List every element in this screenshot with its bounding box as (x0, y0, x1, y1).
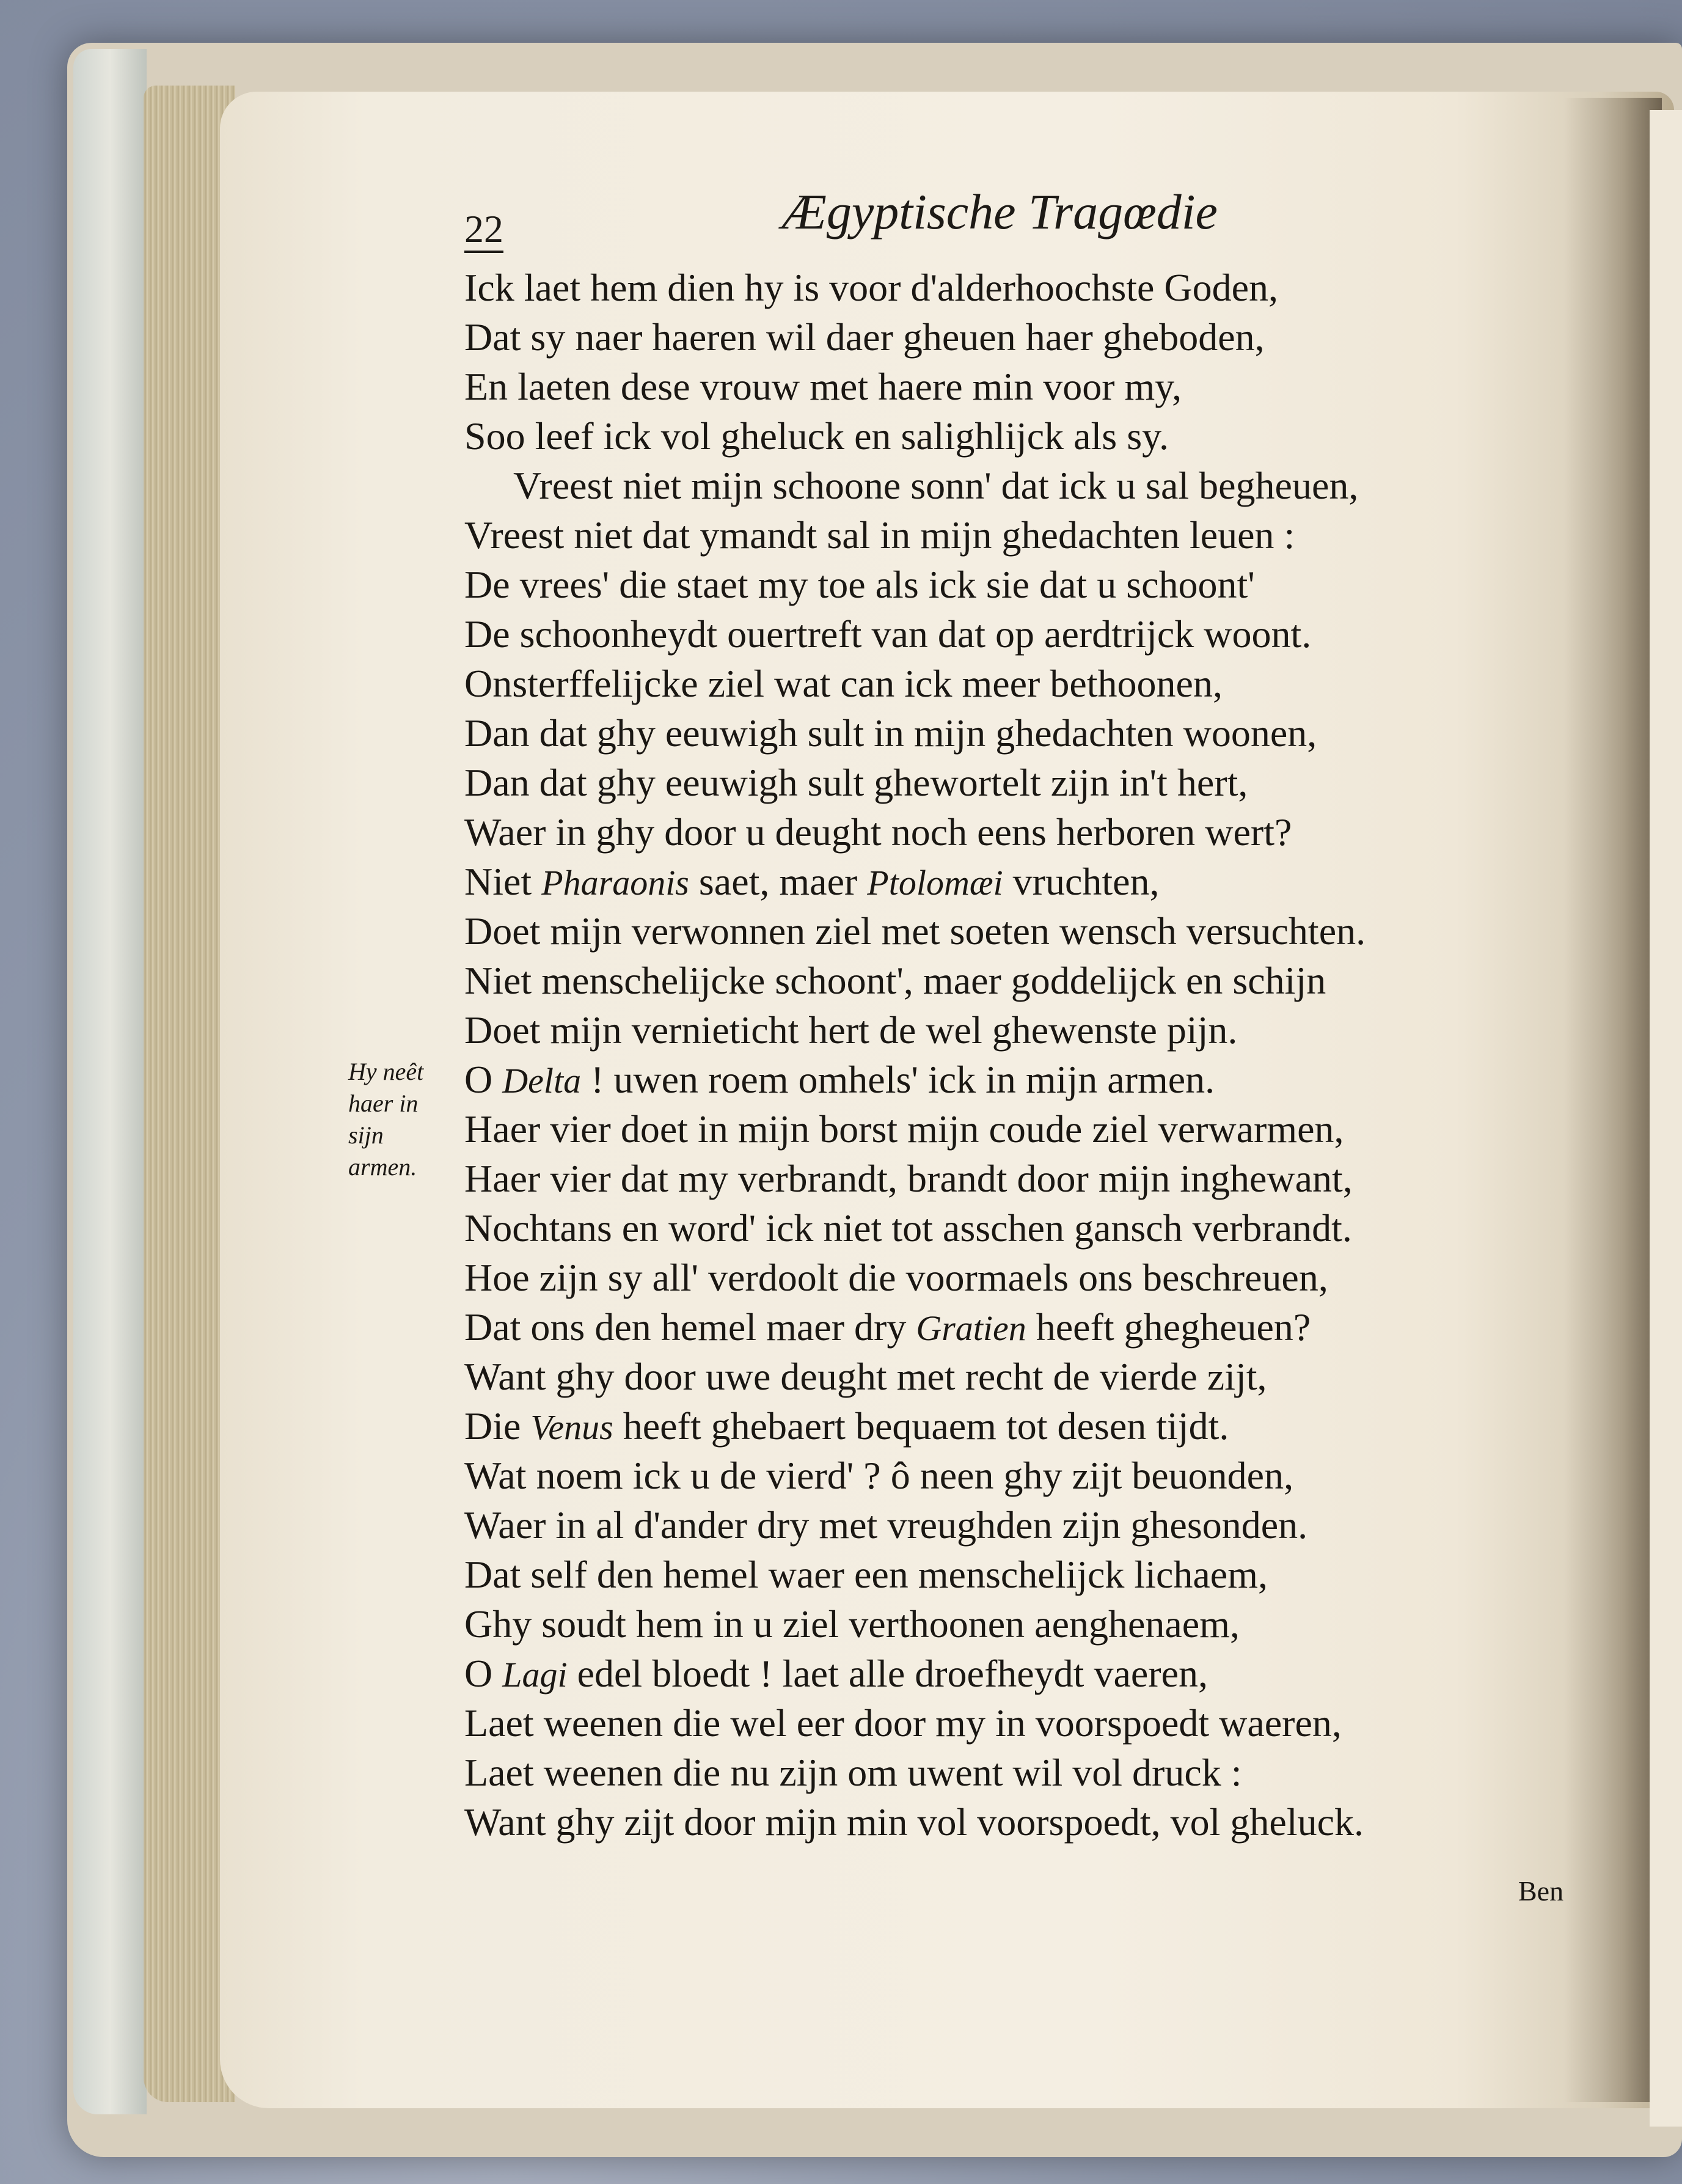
verse-line (464, 263, 1595, 312)
verse-line (464, 659, 1595, 708)
verse-text: En laeten dese vrouw met haere min voor my, (464, 365, 1182, 408)
verse-text: Doet mijn vernieticht hert de wel ghewenste pijn. (464, 1008, 1238, 1052)
verse-text: vruchten, (1003, 860, 1160, 903)
verse-line (464, 1154, 1595, 1203)
verse-line (464, 1055, 1595, 1104)
verse-text: heeft ghegheuen? (1026, 1305, 1311, 1349)
verse-text: Waer in ghy door u deught noch eens herboren wert? (464, 810, 1292, 854)
verse-text: Onsterffelijcke ziel wat can ick meer bethoonen, (464, 662, 1223, 705)
verse-text: Niet (464, 860, 542, 903)
verse-line (464, 1748, 1595, 1797)
page-number: 22 (464, 208, 503, 253)
verse-line (464, 1203, 1595, 1253)
verse-text: edel bloedt ! laet alle droefheydt vaeren, (567, 1652, 1208, 1695)
verse-text: Vreest niet mijn schoone sonn' dat ick u sal begheuen, (513, 464, 1359, 507)
verse-line (464, 461, 1595, 510)
verse-text: Dan dat ghy eeuwigh sult ghewortelt zijn in't hert, (464, 761, 1248, 804)
verse-line (464, 1797, 1595, 1847)
verse-italic-name: Delta (502, 1061, 582, 1101)
verse-line (464, 1698, 1595, 1748)
verse-text: Ghy soudt hem in u ziel verthoonen aenghenaem, (464, 1602, 1240, 1646)
verse-line (464, 857, 1595, 906)
verse-line (464, 312, 1595, 362)
verse-block (464, 263, 1595, 1847)
verse-line (464, 1253, 1595, 1302)
verse-italic-name: Pharaonis (541, 863, 689, 903)
verse-line (464, 362, 1595, 411)
verse-text: Niet menschelijcke schoont', maer goddelijck en schijn (464, 959, 1326, 1002)
verse-text: ! uwen roem omhels' ick in mijn armen. (581, 1058, 1215, 1101)
verse-text: Want ghy door uwe deught met recht de vierde zijt, (464, 1355, 1267, 1398)
verse-italic-name: Lagi (502, 1655, 568, 1695)
verse-text: Wat noem ick u de vierd' ? ô neen ghy zijt beuonden, (464, 1454, 1294, 1497)
verse-text: Dat sy naer haeren wil daer gheuen haer gheboden, (464, 315, 1265, 359)
verse-text: Laet weenen die nu zijn om uwent wil vol druck : (464, 1751, 1242, 1794)
verse-line (464, 411, 1595, 461)
page-header (464, 183, 1625, 257)
verse-line (464, 1005, 1595, 1055)
verse-line (464, 1104, 1595, 1154)
verse-text: Nochtans en word' ick niet tot asschen gansch verbrandt. (464, 1206, 1352, 1250)
verse-text: Vreest niet dat ymandt sal in mijn ghedachten leuen : (464, 513, 1295, 557)
verse-italic-name: Venus (530, 1407, 613, 1447)
catchword: Ben (1518, 1875, 1564, 1907)
verse-text: De schoonheydt ouertreft van dat op aerdtrijck woont. (464, 612, 1312, 656)
verse-line (464, 1599, 1595, 1649)
verse-text: Doet mijn verwonnen ziel met soeten wensch versuchten. (464, 909, 1366, 953)
running-title: Ægyptische Tragœdie (782, 184, 1218, 240)
verse-line (464, 807, 1595, 857)
verse-italic-name: Gratien (916, 1308, 1026, 1348)
verse-line (464, 1649, 1595, 1698)
verse-text: O (464, 1652, 503, 1695)
verse-text: Laet weenen die wel eer door my in voorspoedt waeren, (464, 1701, 1342, 1745)
verse-text: Die (464, 1404, 531, 1448)
verse-line (464, 609, 1595, 659)
verse-text: Ick laet hem dien hy is voor d'alderhoochste Goden, (464, 266, 1279, 309)
verse-italic-name: Ptolomæi (867, 863, 1003, 903)
verse-text: Dat self den hemel waer een menschelijck lichaem, (464, 1553, 1268, 1596)
facing-page-edge (1650, 110, 1682, 2127)
verse-line (464, 1302, 1595, 1352)
verse-line (464, 708, 1595, 758)
verse-text: O (464, 1058, 503, 1101)
verse-line (464, 1451, 1595, 1500)
verse-text: heeft ghebaert bequaem tot desen tijdt. (613, 1404, 1229, 1448)
verse-text: Want ghy zijt door mijn min vol voorspoedt, vol gheluck. (464, 1800, 1364, 1844)
verse-text: Haer vier dat my verbrandt, brandt door mijn inghewant, (464, 1157, 1353, 1200)
marginal-note: Hy neêt haer in sijn armen. (348, 1058, 424, 1181)
verse-text: Hoe zijn sy all' verdoolt die voormaels ons beschreuen, (464, 1256, 1328, 1299)
verse-line (464, 758, 1595, 807)
verse-line (464, 560, 1595, 609)
verse-text: Soo leef ick vol gheluck en salighlijck als sy. (464, 414, 1169, 458)
verse-line (464, 510, 1595, 560)
verse-line (464, 906, 1595, 956)
verse-line (464, 1550, 1595, 1599)
verse-line (464, 1500, 1595, 1550)
verse-line (464, 956, 1595, 1005)
verse-text: Waer in al d'ander dry met vreughden zijn ghesonden. (464, 1503, 1308, 1547)
vellum-cover (73, 49, 147, 2114)
verse-text: saet, maer (689, 860, 868, 903)
verse-text: Dat ons den hemel maer dry (464, 1305, 916, 1349)
verse-text: Haer vier doet in mijn borst mijn coude ziel verwarmen, (464, 1107, 1344, 1151)
verse-line (464, 1352, 1595, 1401)
verse-text: Dan dat ghy eeuwigh sult in mijn ghedachten woonen, (464, 711, 1317, 755)
verse-text: De vrees' die staet my toe als ick sie dat u schoont' (464, 563, 1255, 606)
verse-line (464, 1401, 1595, 1451)
